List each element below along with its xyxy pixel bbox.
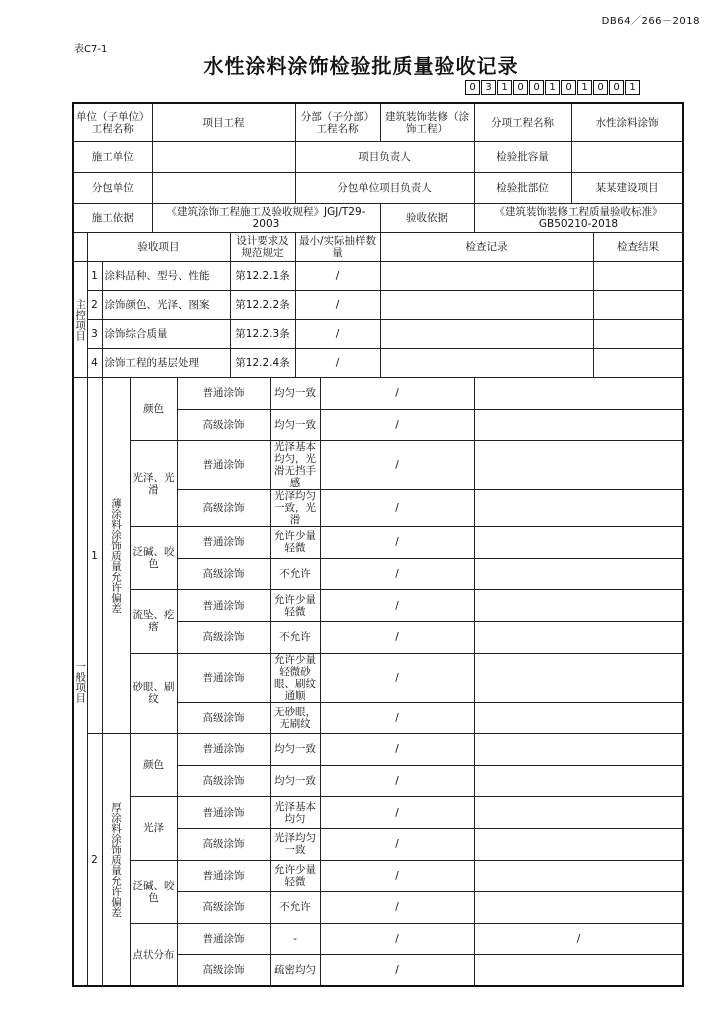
subitem-label: 分项工程名称 [474, 103, 571, 142]
row-sample: / [320, 860, 474, 892]
row-req: 疏密均匀 [270, 955, 320, 987]
row-req: 不允许 [270, 558, 320, 590]
page-title: 水性涂料涂饰检验批质量验收记录 [203, 54, 519, 78]
row-sample: / [320, 892, 474, 924]
sub-label: 分包单位 [73, 173, 152, 204]
capacity-value [571, 142, 683, 173]
row-record [474, 621, 683, 653]
row-record [474, 765, 683, 797]
division-label: 分部（子分部）工程名称 [295, 103, 380, 142]
code-digit-box: 1 [625, 80, 640, 95]
subitem-value: 水性涂料涂饰 [571, 103, 683, 142]
row-record [474, 378, 683, 410]
basis-label: 施工依据 [73, 204, 152, 233]
main-row-no: 3 [87, 320, 102, 349]
main-row-result [593, 262, 683, 291]
row-sample: / [320, 955, 474, 987]
code-digit-box: 1 [545, 80, 560, 95]
code-digit-box: 0 [593, 80, 608, 95]
standard-code: DB64／266－2018 [601, 16, 700, 27]
row-record [474, 409, 683, 441]
main-row-item: 涂料品种、型号、性能 [102, 262, 230, 291]
blank-cell [73, 233, 87, 262]
main-row-record [380, 291, 593, 320]
row-type: 普通涂饰 [177, 797, 270, 829]
main-control-label: 主控项目 [73, 262, 87, 378]
form-number: 表C7-1 [74, 44, 108, 55]
main-row-record [380, 320, 593, 349]
row-type: 普通涂饰 [177, 378, 270, 410]
row-type: 普通涂饰 [177, 441, 270, 490]
main-row-sample: / [295, 320, 380, 349]
row-sample: / [320, 378, 474, 410]
main-row-req: 第12.2.1条 [230, 262, 295, 291]
row-req: 均匀一致 [270, 409, 320, 441]
row-type: 高级涂饰 [177, 955, 270, 987]
main-row-no: 2 [87, 291, 102, 320]
row-req: 不允许 [270, 892, 320, 924]
main-row-no: 1 [87, 262, 102, 291]
row-sample: / [320, 702, 474, 734]
main-row-req: 第12.2.2条 [230, 291, 295, 320]
row-req: 光泽基本均匀 [270, 797, 320, 829]
row-type: 高级涂饰 [177, 702, 270, 734]
row-record [474, 702, 683, 734]
constructor-label: 施工单位 [73, 142, 152, 173]
row-record [474, 955, 683, 987]
group-name: 点状分布 [130, 923, 177, 986]
row-sample: / [320, 734, 474, 766]
col-req: 设计要求及规范规定 [230, 233, 295, 262]
group-name: 光泽 [130, 797, 177, 860]
row-record [474, 490, 683, 527]
row-record [474, 653, 683, 702]
row-type: 普通涂饰 [177, 653, 270, 702]
sub-pm-label: 分包单位项目负责人 [295, 173, 474, 204]
code-digit-box: 0 [529, 80, 544, 95]
group-name: 流坠、疙瘩 [130, 590, 177, 653]
row-type: 高级涂饰 [177, 765, 270, 797]
row-type: 普通涂饰 [177, 590, 270, 622]
row-req: 允许少量轻微 [270, 590, 320, 622]
row-sample: / [320, 797, 474, 829]
row-req: 光泽基本均匀，光滑无挡手感 [270, 441, 320, 490]
main-row-result [593, 320, 683, 349]
section-label: 厚涂料涂饰质量允许偏差 [102, 734, 130, 987]
main-row-req: 第12.2.4条 [230, 349, 295, 378]
col-record: 检查记录 [380, 233, 593, 262]
row-record [474, 441, 683, 490]
capacity-label: 检验批容量 [474, 142, 571, 173]
row-req: 均匀一致 [270, 378, 320, 410]
row-sample: / [320, 527, 474, 559]
unit-value: 项目工程 [152, 103, 295, 142]
row-req: 均匀一致 [270, 734, 320, 766]
main-row-req: 第12.2.3条 [230, 320, 295, 349]
group-name: 颜色 [130, 378, 177, 441]
basis-value: 《建筑涂饰工程施工及验收规程》JGJ/T29-2003 [152, 204, 380, 233]
row-record [474, 527, 683, 559]
code-digit-box: 1 [577, 80, 592, 95]
row-req: 光泽均匀一致 [270, 828, 320, 860]
row-type: 高级涂饰 [177, 828, 270, 860]
record-table [72, 102, 684, 987]
group-name: 光泽、光滑 [130, 441, 177, 527]
col-item: 验收项目 [87, 233, 230, 262]
row-sample: / [320, 558, 474, 590]
code-digit-box: 1 [497, 80, 512, 95]
main-row-no: 4 [87, 349, 102, 378]
row-req: 均匀一致 [270, 765, 320, 797]
row-record [474, 892, 683, 924]
row-record [474, 828, 683, 860]
col-result: 检查结果 [593, 233, 683, 262]
row-type: 普通涂饰 [177, 860, 270, 892]
code-digit-box: 3 [481, 80, 496, 95]
row-req: 允许少量轻微 [270, 860, 320, 892]
row-sample: / [320, 923, 474, 955]
row-record: / [474, 923, 683, 955]
division-value: 建筑装饰装修（涂饰工程） [380, 103, 474, 142]
row-type: 普通涂饰 [177, 527, 270, 559]
main-row-sample: / [295, 262, 380, 291]
row-req: - [270, 923, 320, 955]
row-type: 高级涂饰 [177, 409, 270, 441]
row-type: 高级涂饰 [177, 621, 270, 653]
group-name: 砂眼、刷纹 [130, 653, 177, 734]
row-sample: / [320, 409, 474, 441]
row-record [474, 558, 683, 590]
row-type: 高级涂饰 [177, 558, 270, 590]
constructor-value [152, 142, 295, 173]
row-record [474, 797, 683, 829]
main-row-record [380, 262, 593, 291]
main-row-result [593, 291, 683, 320]
row-sample: / [320, 590, 474, 622]
general-label: 一般项目 [73, 378, 87, 987]
row-req: 无砂眼，无刷纹 [270, 702, 320, 734]
row-req: 允许少量轻微砂眼、刷纹通顺 [270, 653, 320, 702]
row-record [474, 590, 683, 622]
row-type: 普通涂饰 [177, 734, 270, 766]
section-no: 2 [87, 734, 102, 987]
accept-label: 验收依据 [380, 204, 474, 233]
section-no: 1 [87, 378, 102, 734]
code-boxes [465, 80, 641, 95]
row-type: 高级涂饰 [177, 490, 270, 527]
row-sample: / [320, 828, 474, 860]
main-row-sample: / [295, 291, 380, 320]
row-sample: / [320, 490, 474, 527]
row-sample: / [320, 621, 474, 653]
unit-label: 单位（子单位）工程名称 [73, 103, 152, 142]
row-req: 不允许 [270, 621, 320, 653]
row-req: 允许少量轻微 [270, 527, 320, 559]
code-digit-box: 0 [609, 80, 624, 95]
row-type: 普通涂饰 [177, 923, 270, 955]
row-sample: / [320, 653, 474, 702]
group-name: 泛碱、咬色 [130, 860, 177, 923]
main-row-record [380, 349, 593, 378]
row-sample: / [320, 441, 474, 490]
code-digit-box: 0 [465, 80, 480, 95]
group-name: 颜色 [130, 734, 177, 797]
row-type: 高级涂饰 [177, 892, 270, 924]
row-record [474, 734, 683, 766]
main-row-sample: / [295, 349, 380, 378]
group-name: 泛碱、咬色 [130, 527, 177, 590]
part-value: 某某建设项目 [571, 173, 683, 204]
row-sample: / [320, 765, 474, 797]
code-digit-box: 0 [561, 80, 576, 95]
main-row-item: 涂饰综合质量 [102, 320, 230, 349]
sub-value [152, 173, 295, 204]
section-label: 薄涂料涂饰质量允许偏差 [102, 378, 130, 734]
pm-label: 项目负责人 [295, 142, 474, 173]
row-record [474, 860, 683, 892]
part-label: 检验批部位 [474, 173, 571, 204]
col-sample: 最小/实际抽样数量 [295, 233, 380, 262]
main-row-item: 涂饰工程的基层处理 [102, 349, 230, 378]
main-row-result [593, 349, 683, 378]
code-digit-box: 0 [513, 80, 528, 95]
main-row-item: 涂饰颜色、光泽、图案 [102, 291, 230, 320]
row-req: 光泽均匀一致，光滑 [270, 490, 320, 527]
accept-value: 《建筑装饰装修工程质量验收标准》GB50210-2018 [474, 204, 683, 233]
